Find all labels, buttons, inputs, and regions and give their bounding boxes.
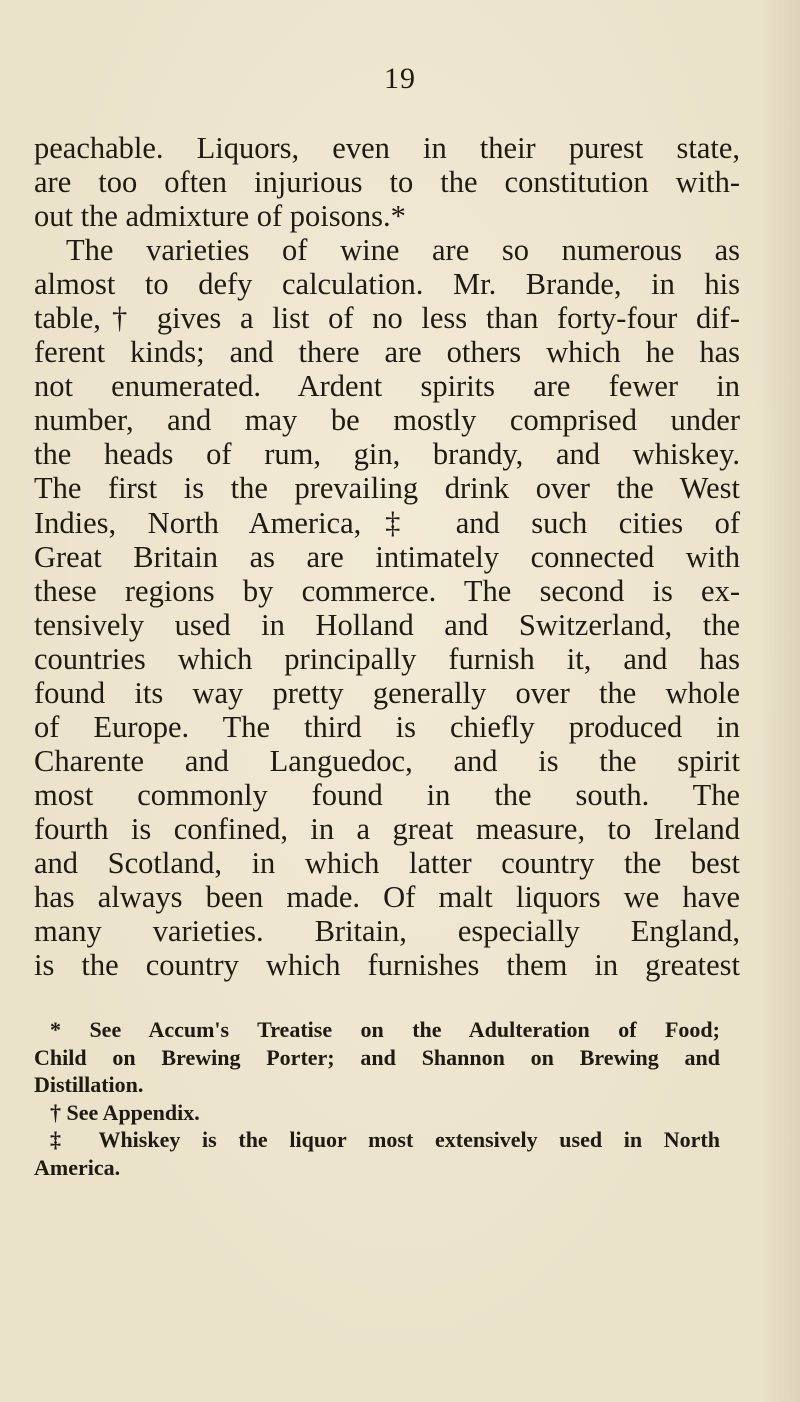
footnote-line: † See Appendix. xyxy=(50,1099,200,1125)
body-line: Great Britain as are intimately connected with xyxy=(34,539,740,574)
page-edge-shadow xyxy=(760,0,800,1402)
body-line: most commonly found in the south. The xyxy=(34,777,740,812)
body-line: of Europe. The third is chiefly produced in xyxy=(34,709,740,744)
body-line: and Scotland, in which latter country the best xyxy=(34,845,740,880)
footnote-line: Child on Brewing Porter; and Shannon on Brewing and xyxy=(34,1044,720,1070)
body-line: the heads of rum, gin, brandy, and whiskey. xyxy=(34,437,740,472)
footnote-line: ‡ Whiskey is the liquor most extensively used in North xyxy=(50,1127,720,1153)
body-text xyxy=(34,131,740,982)
body-line: number, and may be mostly comprised under xyxy=(34,403,740,438)
body-line: Indies, North America,‡ and such cities of xyxy=(34,505,740,540)
body-line: found its way pretty generally over the whole xyxy=(34,675,740,710)
body-line: these regions by commerce. The second is ex- xyxy=(34,573,740,608)
body-line: peachable. Liquors, even in their purest state, xyxy=(34,131,740,165)
body-line: Charente and Languedoc, and is the spirit xyxy=(34,743,740,778)
body-line: has always been made. Of malt liquors we have xyxy=(34,880,740,915)
body-line: The first is the prevailing drink over the West xyxy=(34,471,740,506)
body-line: The varieties of wine are so numerous as xyxy=(66,233,740,268)
body-line: almost to defy calculation. Mr. Brande, in his xyxy=(34,267,740,302)
body-line: out the admixture of poisons.* xyxy=(34,199,406,234)
body-line: tensively used in Holland and Switzerland, the xyxy=(34,607,740,642)
footnote-line: * See Accum's Treatise on the Adulteration of Food; xyxy=(50,1017,720,1042)
body-line: is the country which furnishes them in greatest xyxy=(34,948,740,983)
body-line: table,† gives a list of no less than forty-four dif- xyxy=(34,301,740,336)
footnote-line: Distillation. xyxy=(34,1072,144,1098)
body-line: fourth is confined, in a great measure, to Ireland xyxy=(34,811,740,846)
body-line: not enumerated. Ardent spirits are fewer in xyxy=(34,369,740,404)
body-line: many varieties. Britain, especially England, xyxy=(34,914,740,949)
footnotes xyxy=(34,1016,720,1182)
body-line: ferent kinds; and there are others which he has xyxy=(34,335,740,370)
body-line: are too often injurious to the constitution with- xyxy=(34,165,740,200)
page-number: 19 xyxy=(384,62,416,95)
body-line: countries which principally furnish it, and has xyxy=(34,641,740,676)
footnote-line: America. xyxy=(34,1154,121,1180)
